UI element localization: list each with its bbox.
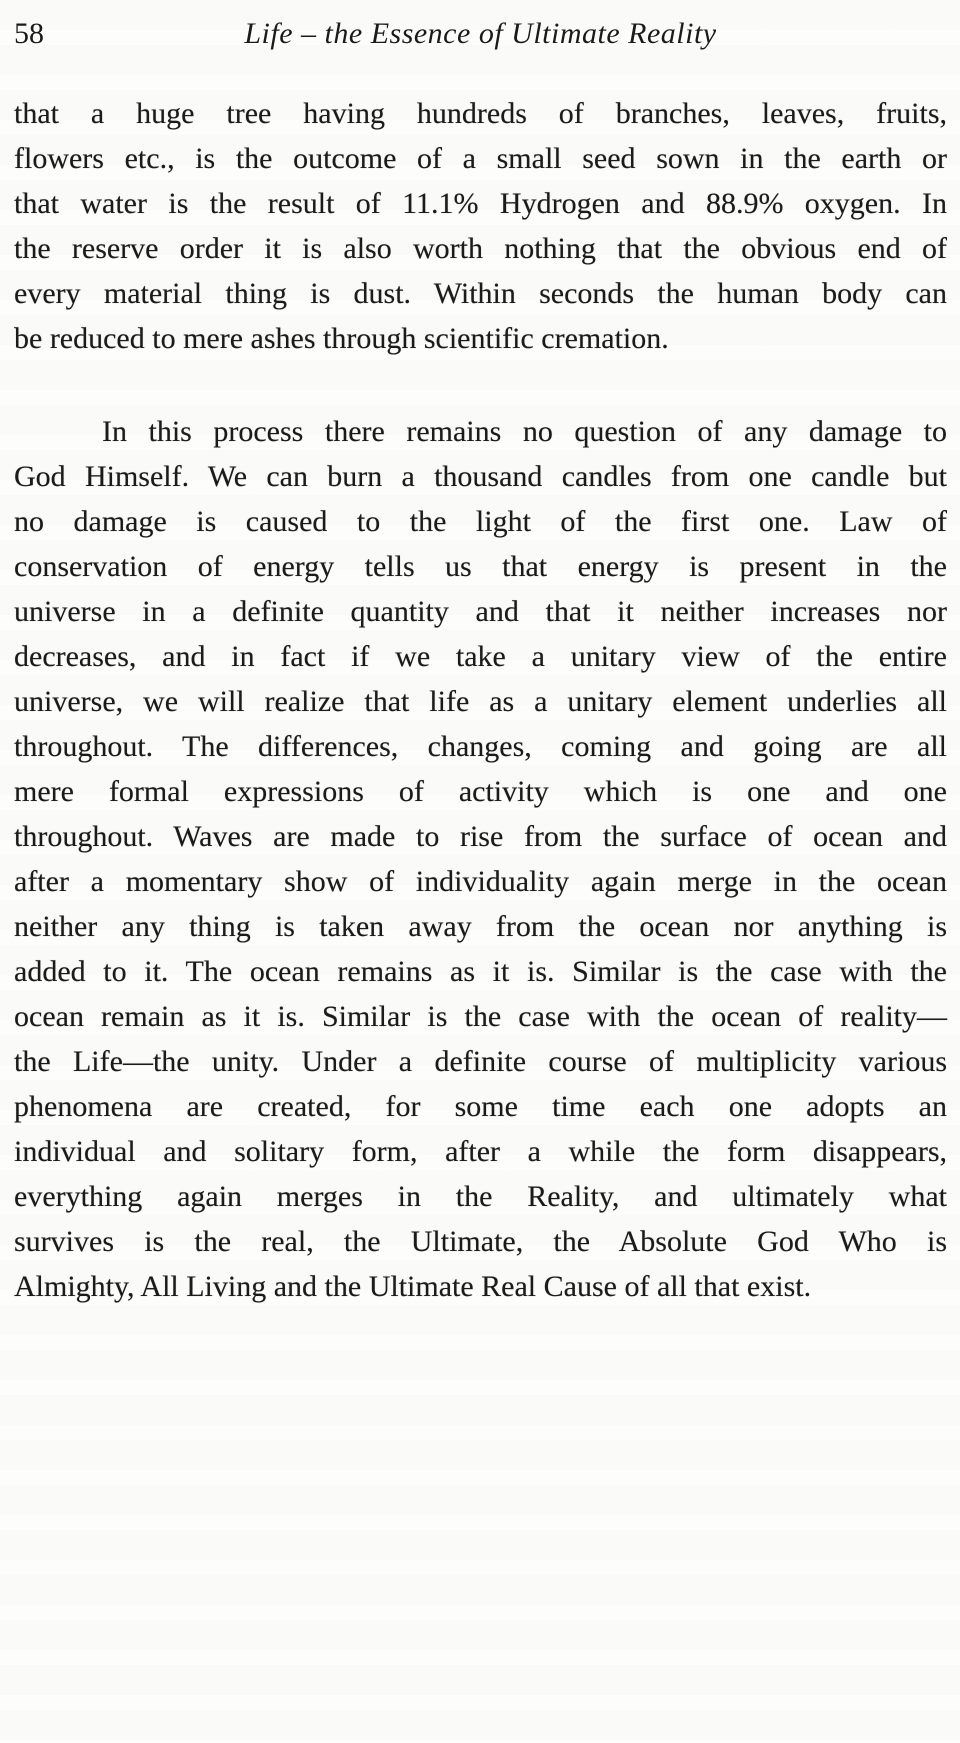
paragraph: [14, 91, 947, 361]
text-line: universe, we will realize that life as a unitary element underlies all: [14, 685, 947, 718]
text-line: survives is the real, the Ultimate, the Absolute God Who is: [14, 1225, 947, 1258]
text-line: Almighty, All Living and the Ultimate Real Cause of all that exist.: [14, 1270, 812, 1303]
text-line: everything again merges in the Reality, and ultimately what: [14, 1180, 947, 1213]
text-line: added to it. The ocean remains as it is. Similar is the case with the: [14, 955, 947, 988]
text-line: flowers etc., is the outcome of a small seed sown in the earth or: [14, 142, 947, 175]
text-line: decreases, and in fact if we take a unitary view of the entire: [14, 640, 947, 673]
text-line: mere formal expressions of activity which is one and one: [14, 775, 947, 808]
text-line: every material thing is dust. Within seconds the human body can: [14, 277, 947, 310]
text-line: be reduced to mere ashes through scientific cremation.: [14, 322, 669, 355]
text-line: universe in a definite quantity and that it neither increases nor: [14, 595, 947, 628]
text-line: phenomena are created, for some time each one adopts an: [14, 1090, 947, 1123]
paragraph: [14, 409, 947, 1309]
text-line: the Life—the unity. Under a definite course of multiplicity various: [14, 1045, 947, 1078]
text-line: that water is the result of 11.1% Hydrogen and 88.9% oxygen. In: [14, 187, 947, 220]
text-line: no damage is caused to the light of the first one. Law of: [14, 505, 947, 538]
text-line: throughout. Waves are made to rise from the surface of ocean and: [14, 820, 947, 853]
text-line: neither any thing is taken away from the ocean nor anything is: [14, 910, 947, 943]
text-line: In this process there remains no question of any damage to: [102, 415, 947, 448]
page-body: [14, 91, 947, 1309]
text-line: after a momentary show of individuality again merge in the ocean: [14, 865, 947, 898]
text-line: conservation of energy tells us that energy is present in the: [14, 550, 947, 583]
text-line: ocean remain as it is. Similar is the case with the ocean of reality—: [14, 1000, 947, 1033]
text-line: God Himself. We can burn a thousand candles from one candle but: [14, 460, 947, 493]
text-line: individual and solitary form, after a while the form disappears,: [14, 1135, 947, 1168]
running-title: Life – the Essence of Ultimate Reality: [244, 17, 717, 50]
page-number: 58: [14, 17, 44, 50]
text-line: throughout. The differences, changes, coming and going are all: [14, 730, 947, 763]
text-line: that a huge tree having hundreds of branches, leaves, fruits,: [14, 97, 947, 130]
text-line: the reserve order it is also worth nothing that the obvious end of: [14, 232, 947, 265]
page-header: [14, 14, 947, 54]
